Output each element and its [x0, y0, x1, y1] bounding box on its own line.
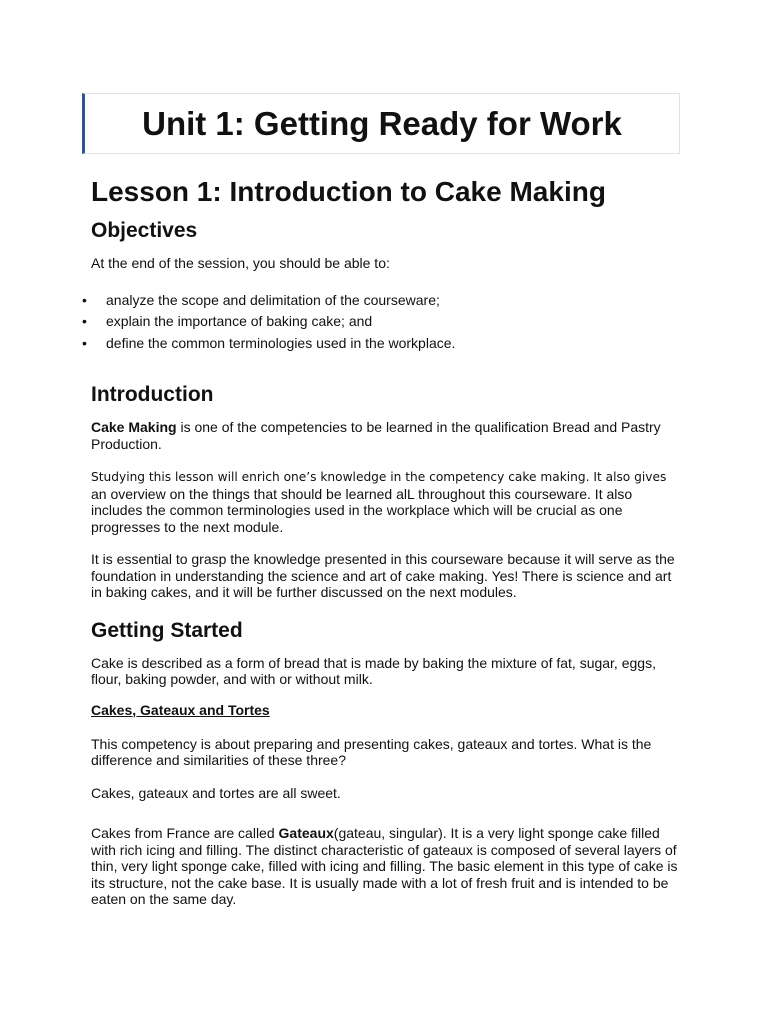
getting-started-paragraph-3: Cakes, gateaux and tortes are all sweet.: [91, 784, 341, 801]
cakes-gateaux-tortes-heading: Cakes, Gateaux and Tortes: [91, 701, 270, 718]
introduction-paragraph-1: Cake Making is one of the competencies to be learned in the qualification Bread and Pastry Production.: [91, 419, 661, 452]
getting-started-heading: Getting Started: [91, 618, 243, 642]
bullet-icon: •: [82, 334, 87, 351]
unit-title: Unit 1: Getting Ready for Work: [142, 104, 622, 142]
introduction-heading: Introduction: [91, 383, 214, 406]
gateaux-term: Gateaux: [278, 825, 334, 841]
getting-started-paragraph-1: Cake is described as a form of bread that is made by baking the mixture of fat, sugar, eggs, flour, baking powder, and with or without milk.: [91, 654, 656, 687]
objective-item: • explain the importance of baking cake; and: [87, 311, 681, 333]
objectives-intro: At the end of the session, you should be able to:: [91, 255, 390, 271]
lesson-title: Lesson 1: Introduction to Cake Making: [91, 176, 606, 207]
objectives-list: [82, 290, 681, 355]
document-body: [82, 170, 681, 908]
bullet-icon: •: [82, 291, 87, 308]
objective-item: • define the common terminologies used in the workplace.: [87, 333, 681, 355]
getting-started-paragraph-4: Cakes from France are called Gateaux(gateau, singular). It is a very light sponge cake filled with rich icing and filling. The distinct characteristic of gateaux is composed of several layers of thin, very light sponge cake, filled with icing and filling. The basic element in this type of cake is its structure, not the cake base. It is usually made with a lot of fresh fruit and is intended to be eaten on the same day.: [91, 825, 678, 907]
objective-item: • analyze the scope and delimitation of the courseware;: [87, 290, 681, 312]
introduction-paragraph-2: Studying this lesson will enrich one’s knowledge in the competency cake making. It also gives an overview on the things that should be learned alL throughout this courseware. It also includes the common terminologies used in the workplace which will be crucial as one progresses to the next module.: [91, 470, 667, 535]
objectives-heading: Objectives: [91, 219, 198, 242]
bullet-icon: •: [82, 313, 87, 329]
getting-started-paragraph-2: This competency is about preparing and presenting cakes, gateaux and tortes. What is the difference and similarities of these three?: [91, 735, 652, 768]
cake-making-term: Cake Making: [91, 419, 177, 435]
unit-title-box: [82, 93, 680, 154]
introduction-paragraph-3: It is essential to grasp the knowledge presented in this courseware because it will serve as the foundation in understanding the science and art of cake making. Yes! There is science and art in baking cakes, and it will be further discussed on the next modules.: [91, 551, 675, 600]
